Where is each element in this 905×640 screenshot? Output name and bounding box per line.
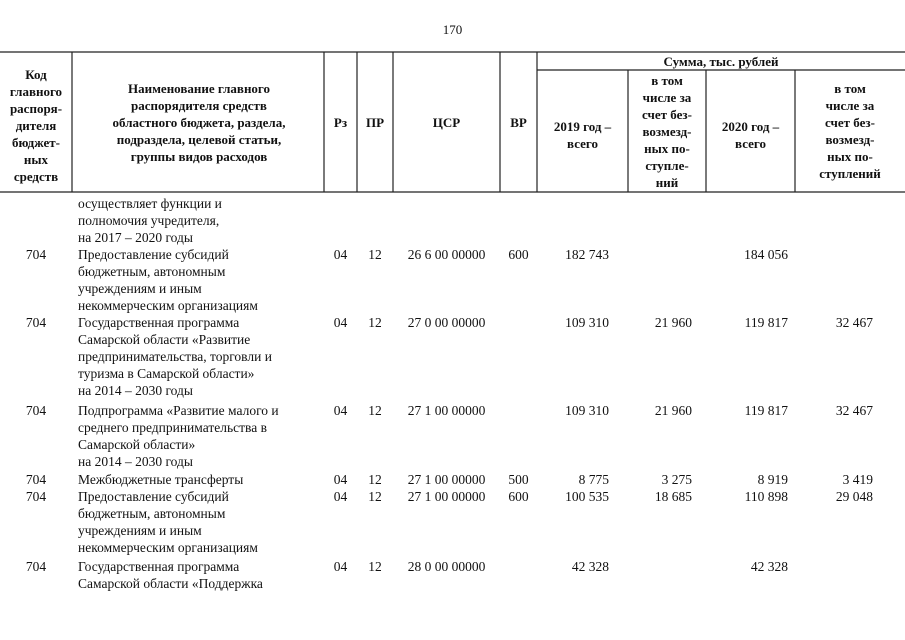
row-2-name: Государственная программа Самарской области «Развитие предпринимательства, торговли и туризма в Самарской области» на 2014 – 2030 годы: [78, 315, 272, 398]
row-4-name: Межбюджетные трансферты: [78, 472, 244, 487]
header-code: Код главного распоря- дителя бюджет- ных средств: [9, 67, 63, 184]
row-6-2019-total: 42 328: [571, 559, 609, 574]
header-2019-grants: в том числе за счет без- возмезд- ных по- ступле- ний: [642, 73, 692, 190]
row-2-2020-total: 119 817: [744, 315, 788, 330]
row-3-name: Подпрограмма «Развитие малого и среднего предпринимательства в Самарской области» на 2014 – 2030 годы: [78, 403, 279, 469]
header-2020-grants: в том числе за счет без- возмезд- ных по- ступлений: [819, 81, 881, 181]
row-4-2019-grants: 3 275: [661, 472, 692, 487]
row-2-code: 704: [25, 315, 47, 330]
row-4-vr: 500: [508, 472, 529, 487]
row-5-2020-total: 110 898: [744, 489, 788, 504]
row-2-rz: 04: [333, 315, 348, 330]
header-pr: ПР: [365, 115, 385, 130]
row-1-vr: 600: [508, 247, 529, 262]
row-6-pr: 12: [368, 559, 382, 574]
row-6-code: 704: [25, 559, 47, 574]
row-5-2020-grants: 29 048: [835, 489, 873, 504]
row-5-2019-grants: 18 685: [654, 489, 692, 504]
row-4-pr: 12: [368, 472, 382, 487]
header-name: Наименование главного распорядителя средств областного бюджета, раздела, подраздела, целевой статьи, группы видов расходов: [112, 81, 286, 164]
row-1-rz: 04: [333, 247, 348, 262]
header-rz: Рз: [333, 115, 348, 130]
row-6-2020-total: 42 328: [750, 559, 788, 574]
row-1-name: Предоставление субсидий бюджетным, автономным учреждениям и иным некоммерческим организациям: [78, 247, 258, 313]
row-5-code: 704: [25, 489, 47, 504]
row-1-code: 704: [25, 247, 47, 262]
row-2-csr: 27 0 00 00000: [407, 315, 486, 330]
row-3-pr: 12: [368, 403, 382, 418]
header-csr: ЦСР: [432, 115, 461, 130]
row-3-2020-total: 119 817: [744, 403, 788, 418]
row-1-csr: 26 6 00 00000: [407, 247, 486, 262]
row-3-2019-total: 109 310: [565, 403, 609, 418]
header-2020-total: 2020 год – всего: [721, 119, 780, 151]
row-3-csr: 27 1 00 00000: [407, 403, 486, 418]
row-5-name: Предоставление субсидий бюджетным, автономным учреждениям и иным некоммерческим организациям: [78, 489, 258, 555]
header-sum-group: Сумма, тыс. рублей: [663, 54, 779, 69]
row-3-2020-grants: 32 467: [835, 403, 873, 418]
row-1-2019-total: 182 743: [565, 247, 609, 262]
header-vr: ВР: [510, 115, 527, 130]
row-6-rz: 04: [333, 559, 348, 574]
row-5-pr: 12: [368, 489, 382, 504]
row-4-csr: 27 1 00 00000: [407, 472, 486, 487]
row-2-2020-grants: 32 467: [835, 315, 873, 330]
row-6-name: Государственная программа Самарской области «Поддержка: [78, 559, 263, 591]
row-5-rz: 04: [333, 489, 348, 504]
row-6-csr: 28 0 00 00000: [407, 559, 486, 574]
page-number: 170: [442, 22, 463, 37]
header-2019-total: 2019 год – всего: [553, 119, 612, 151]
row-2-2019-total: 109 310: [565, 315, 609, 330]
row-3-code: 704: [25, 403, 47, 418]
row-0-name: осуществляет функции и полномочия учредителя, на 2017 – 2020 годы: [78, 196, 222, 245]
row-1-pr: 12: [368, 247, 382, 262]
row-2-2019-grants: 21 960: [654, 315, 692, 330]
row-3-rz: 04: [333, 403, 348, 418]
row-5-vr: 600: [508, 489, 529, 504]
row-4-2020-grants: 3 419: [842, 472, 873, 487]
row-3-2019-grants: 21 960: [654, 403, 692, 418]
row-4-code: 704: [25, 472, 47, 487]
row-4-2019-total: 8 775: [578, 472, 609, 487]
row-1-2020-total: 184 056: [744, 247, 788, 262]
row-4-rz: 04: [333, 472, 348, 487]
row-5-2019-total: 100 535: [565, 489, 609, 504]
row-4-2020-total: 8 919: [757, 472, 788, 487]
row-2-pr: 12: [368, 315, 382, 330]
row-5-csr: 27 1 00 00000: [407, 489, 486, 504]
